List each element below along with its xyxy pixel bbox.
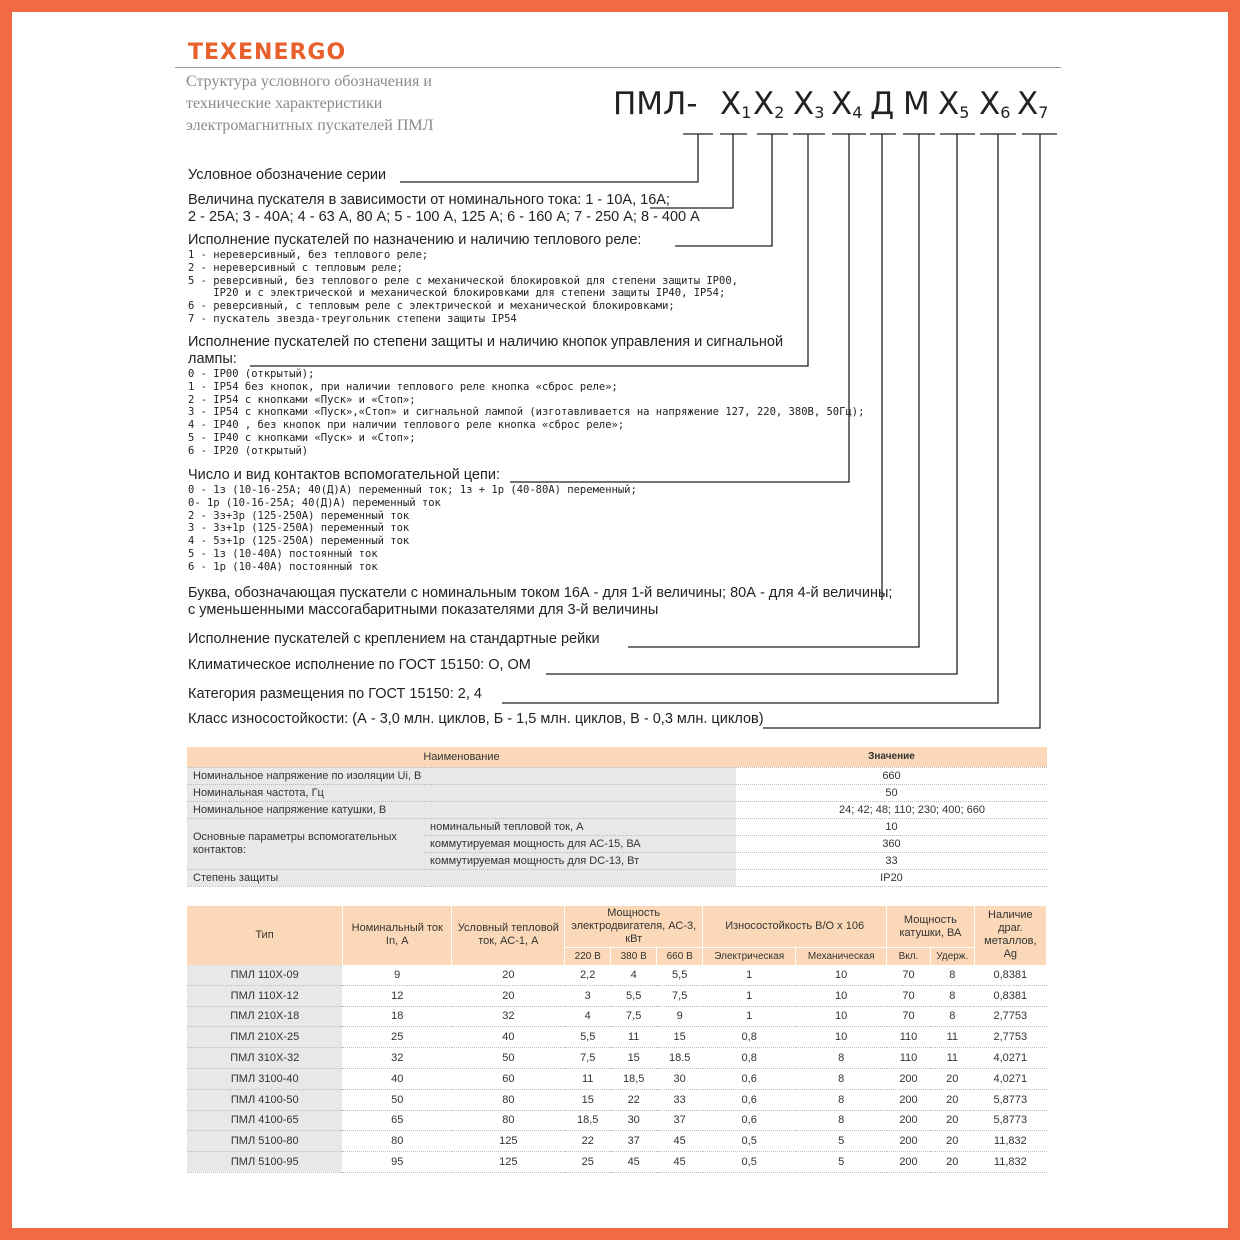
param-sub-name: коммутируемая мощность для АС-15, ВА bbox=[424, 835, 736, 852]
value-cell: 110 bbox=[887, 1027, 931, 1048]
value-cell: 11 bbox=[930, 1027, 974, 1048]
value-cell: 11 bbox=[565, 1068, 611, 1089]
legend-protection bbox=[188, 334, 864, 458]
legend-heading: Величина пускателя в зависимости от номинального тока: 1 - 10А, 16А; bbox=[188, 192, 670, 208]
table-row bbox=[187, 1131, 1047, 1152]
types-table bbox=[187, 906, 1047, 1173]
value-cell: 11 bbox=[611, 1027, 657, 1048]
legend-size bbox=[188, 192, 700, 226]
value-cell: 125 bbox=[452, 1131, 565, 1152]
value-cell: 45 bbox=[657, 1131, 703, 1152]
legend-heading: лампы: bbox=[188, 351, 237, 367]
value-cell: 40 bbox=[452, 1027, 565, 1048]
param-value: 10 bbox=[736, 818, 1047, 835]
value-cell: 8 bbox=[930, 985, 974, 1006]
param-value: 660 bbox=[736, 767, 1047, 784]
legend-item: 6 - IP20 (открытый) bbox=[188, 444, 309, 457]
types-table-body bbox=[187, 965, 1047, 1173]
code-part-x4: $X_4$ bbox=[831, 86, 863, 122]
value-cell: 30 bbox=[657, 1068, 703, 1089]
value-cell: 95 bbox=[342, 1152, 451, 1173]
table-row bbox=[187, 965, 1047, 986]
value-cell: 8 bbox=[930, 1006, 974, 1027]
value-cell: 10 bbox=[796, 1027, 887, 1048]
value-cell: 20 bbox=[930, 1131, 974, 1152]
legend-item: 5 - IP40 с кнопками «Пуск» и «Стоп»; bbox=[188, 431, 416, 444]
param-name: Основные параметры вспомогательных контактов: bbox=[187, 818, 424, 869]
value-cell: 4,0271 bbox=[974, 1048, 1046, 1069]
value-cell: 12 bbox=[342, 985, 451, 1006]
table-row bbox=[187, 767, 1047, 784]
column-header-electrical: Электрическая bbox=[703, 948, 796, 965]
value-cell: 10 bbox=[796, 985, 887, 1006]
value-cell: 3 bbox=[565, 985, 611, 1006]
value-cell: 8 bbox=[930, 965, 974, 986]
value-cell: 45 bbox=[611, 1152, 657, 1173]
legend-climate bbox=[188, 657, 531, 674]
legend-heading: Условное обозначение серии bbox=[188, 167, 387, 183]
leader-purpose bbox=[675, 134, 772, 246]
value-cell: 8 bbox=[796, 1068, 887, 1089]
value-cell: 15 bbox=[565, 1089, 611, 1110]
value-cell: 2,7753 bbox=[974, 1006, 1046, 1027]
value-cell: 200 bbox=[887, 1110, 931, 1131]
value-cell: 0,6 bbox=[703, 1089, 796, 1110]
table-row bbox=[187, 1152, 1047, 1173]
title-line: технические характеристики bbox=[186, 95, 383, 112]
value-cell: 0,5 bbox=[703, 1131, 796, 1152]
legend-item: 7 - пускатель звезда-треугольник степени защиты IP54 bbox=[188, 312, 517, 325]
legend-item: 2 - нереверсивный с тепловым реле; bbox=[188, 261, 403, 274]
legend-heading: Буква, обозначающая пускатели с номинальным током 16А - для 1-й величины; 80А - для 4-й величины; bbox=[188, 585, 893, 601]
legend-heading: Климатическое исполнение по ГОСТ 15150: О, ОМ bbox=[188, 657, 531, 673]
value-cell: 20 bbox=[930, 1068, 974, 1089]
value-cell: 40 bbox=[342, 1068, 451, 1089]
value-cell: 5 bbox=[796, 1152, 887, 1173]
value-cell: 125 bbox=[452, 1152, 565, 1173]
legend-heading: Исполнение пускателей по назначению и наличию теплового реле: bbox=[188, 232, 642, 248]
legend-heading: Число и вид контактов вспомогательной цепи: bbox=[188, 467, 500, 483]
value-cell: 20 bbox=[930, 1089, 974, 1110]
legend-item: 2 - IP54 с кнопками «Пуск» и «Стоп»; bbox=[188, 393, 416, 406]
legend-item: 3 - 3з+1р (125-250А) переменный ток bbox=[188, 522, 410, 535]
value-cell: 22 bbox=[611, 1089, 657, 1110]
value-cell: 7,5 bbox=[611, 1006, 657, 1027]
value-cell: 80 bbox=[342, 1131, 451, 1152]
value-cell: 2,2 bbox=[565, 965, 611, 986]
legend-purpose bbox=[188, 232, 738, 326]
legend-item: 0 - 1з (10-16-25А; 40(Д)А) переменный ток; 1з + 1р (40-80А) переменный; bbox=[188, 484, 637, 496]
leader-series bbox=[400, 134, 698, 182]
value-cell: 0,8 bbox=[703, 1027, 796, 1048]
type-cell: ПМЛ 5100-80 bbox=[187, 1131, 342, 1152]
value-cell: 8 bbox=[796, 1048, 887, 1069]
value-cell: 70 bbox=[887, 965, 931, 986]
table-row bbox=[187, 801, 1047, 818]
value-cell: 20 bbox=[930, 1152, 974, 1173]
value-cell: 50 bbox=[342, 1089, 451, 1110]
legend-heading: Исполнение пускателей с креплением на стандартные рейки bbox=[188, 631, 600, 647]
value-cell: 30 bbox=[611, 1110, 657, 1131]
type-cell: ПМЛ 110Х-09 bbox=[187, 965, 342, 986]
value-cell: 33 bbox=[657, 1089, 703, 1110]
value-cell: 200 bbox=[887, 1152, 931, 1173]
value-cell: 20 bbox=[452, 965, 565, 986]
param-value: 24; 42; 48; 110; 230; 400; 660 bbox=[736, 801, 1047, 818]
type-cell: ПМЛ 4100-50 bbox=[187, 1089, 342, 1110]
legend-heading: 2 - 25А; 3 - 40А; 4 - 63 А, 80 А; 5 - 100 А, 125 А; 6 - 160 А; 7 - 250 А; 8 - 400 А bbox=[188, 209, 700, 225]
legend-item: 2 - 3з+3р (125-250А) переменный ток bbox=[188, 509, 410, 522]
value-cell: 110 bbox=[887, 1048, 931, 1069]
legend-heading: Класс износостойкости: (А - 3,0 млн. циклов, Б - 1,5 млн. циклов, В - 0,3 млн. циклов) bbox=[188, 711, 764, 727]
param-name: Номинальное напряжение по изоляции Ui, В bbox=[187, 767, 736, 784]
legend-letter-d bbox=[188, 585, 892, 619]
column-header-coil: Мощность катушки, ВА bbox=[887, 906, 975, 948]
value-cell: 25 bbox=[565, 1152, 611, 1173]
value-cell: 37 bbox=[611, 1131, 657, 1152]
param-value: 33 bbox=[736, 852, 1047, 869]
value-cell: 37 bbox=[657, 1110, 703, 1131]
table-header-row bbox=[187, 906, 1047, 948]
legend-item: 1 - IP54 без кнопок, при наличии теплового реле кнопка «сброс реле»; bbox=[188, 380, 618, 393]
brand-logo: TEXENERGO bbox=[188, 40, 347, 65]
value-cell: 1 bbox=[703, 965, 796, 986]
value-cell: 32 bbox=[452, 1006, 565, 1027]
value-cell: 20 bbox=[452, 985, 565, 1006]
type-cell: ПМЛ 310Х-32 bbox=[187, 1048, 342, 1069]
code-part-x2: $X_2$ bbox=[753, 86, 785, 122]
code-part-d: Д bbox=[870, 86, 895, 122]
value-cell: 5 bbox=[796, 1131, 887, 1152]
table-header-row bbox=[187, 747, 1047, 767]
value-cell: 1 bbox=[703, 985, 796, 1006]
value-cell: 5,5 bbox=[657, 965, 703, 986]
value-cell: 0,5 bbox=[703, 1152, 796, 1173]
value-cell: 0,6 bbox=[703, 1110, 796, 1131]
value-cell: 22 bbox=[565, 1131, 611, 1152]
value-cell: 2,7753 bbox=[974, 1027, 1046, 1048]
code-prefix: ПМЛ- bbox=[613, 86, 698, 122]
value-cell: 0,8 bbox=[703, 1048, 796, 1069]
type-cell: ПМЛ 210Х-25 bbox=[187, 1027, 342, 1048]
legend-item: 4 - IP40 , без кнопок при наличии теплового реле кнопка «сброс реле»; bbox=[188, 419, 625, 432]
legend-series bbox=[188, 167, 386, 184]
legend-heading: с уменьшенными массогабаритными показателями для 3-й величины bbox=[188, 602, 659, 618]
value-cell: 70 bbox=[887, 985, 931, 1006]
value-cell: 0,8381 bbox=[974, 965, 1046, 986]
param-value: 360 bbox=[736, 835, 1047, 852]
value-cell: 7,5 bbox=[565, 1048, 611, 1069]
parameters-table bbox=[187, 747, 1047, 887]
legend-item: 1 - нереверсивный, без теплового реле; bbox=[188, 249, 429, 261]
type-cell: ПМЛ 110Х-12 bbox=[187, 985, 342, 1006]
value-cell: 65 bbox=[342, 1110, 451, 1131]
legend-item: 0 - IP00 (открытый); bbox=[188, 368, 315, 380]
value-cell: 60 bbox=[452, 1068, 565, 1089]
column-header-power: Мощность электродвигателя, АС-3, кВт bbox=[565, 906, 703, 948]
table-row bbox=[187, 1110, 1047, 1131]
value-cell: 4 bbox=[611, 965, 657, 986]
legend-heading: Категория размещения по ГОСТ 15150: 2, 4 bbox=[188, 686, 482, 702]
param-name: Номинальная частота, Гц bbox=[187, 784, 736, 801]
value-cell: 9 bbox=[342, 965, 451, 986]
param-sub-name: коммутируемая мощность для DC-13, Вт bbox=[424, 852, 736, 869]
value-cell: 5,5 bbox=[611, 985, 657, 1006]
column-header-660v: 660 В bbox=[657, 948, 703, 965]
value-cell: 200 bbox=[887, 1068, 931, 1089]
value-cell: 18 bbox=[342, 1006, 451, 1027]
value-cell: 200 bbox=[887, 1089, 931, 1110]
type-cell: ПМЛ 210Х-18 bbox=[187, 1006, 342, 1027]
table-row bbox=[187, 985, 1047, 1006]
legend-item: 6 - 1р (10-40А) постоянный ток bbox=[188, 560, 378, 573]
value-cell: 70 bbox=[887, 1006, 931, 1027]
code-part-x6: $X_6$ bbox=[979, 86, 1011, 122]
legend-wear bbox=[188, 711, 764, 728]
table-row bbox=[187, 1089, 1047, 1110]
value-cell: 18.5 bbox=[657, 1048, 703, 1069]
table-row bbox=[187, 1068, 1047, 1089]
param-value: IP20 bbox=[736, 869, 1047, 886]
code-part-x5: $X_5$ bbox=[938, 86, 970, 122]
legend-item: IP20 и с электрической и механической блокировками для степени защиты IP40, IP54; bbox=[188, 287, 726, 300]
value-cell: 11,832 bbox=[974, 1152, 1046, 1173]
column-header-wear: Износостойкость В/О х 106 bbox=[703, 906, 887, 948]
value-cell: 18,5 bbox=[565, 1110, 611, 1131]
legend-item: 3 - IP54 с кнопками «Пуск»,«Стоп» и сигнальной лампой (изготавливается на напряжение 127, 220, 380В, 50Гц); bbox=[188, 406, 865, 419]
value-cell: 5,8773 bbox=[974, 1089, 1046, 1110]
param-name: Номинальное напряжение катушки, В bbox=[187, 801, 736, 818]
column-header-value: Значение bbox=[736, 747, 1047, 767]
value-cell: 0,6 bbox=[703, 1068, 796, 1089]
column-header-name: Наименование bbox=[187, 747, 736, 767]
value-cell: 8 bbox=[796, 1089, 887, 1110]
column-header-current: Номинальный ток In, А bbox=[342, 906, 451, 965]
value-cell: 80 bbox=[452, 1089, 565, 1110]
legend-item: 0- 1р (10-16-25А; 40(Д)А) переменный ток bbox=[188, 496, 441, 509]
title-line: Структура условного обозначения и bbox=[186, 73, 432, 90]
value-cell: 15 bbox=[657, 1027, 703, 1048]
value-cell: 11 bbox=[930, 1048, 974, 1069]
column-header-type: Тип bbox=[187, 906, 342, 965]
type-cell: ПМЛ 4100-65 bbox=[187, 1110, 342, 1131]
table-row bbox=[187, 784, 1047, 801]
value-cell: 18,5 bbox=[611, 1068, 657, 1089]
param-value: 50 bbox=[736, 784, 1047, 801]
value-cell: 5,5 bbox=[565, 1027, 611, 1048]
table-row bbox=[187, 1006, 1047, 1027]
legend-item: 5 - 1з (10-40А) постоянный ток bbox=[188, 547, 378, 560]
value-cell: 7,5 bbox=[657, 985, 703, 1006]
title-line: электромагнитных пускателей ПМЛ bbox=[186, 117, 434, 134]
value-cell: 80 bbox=[452, 1110, 565, 1131]
legend-item: 6 - реверсивный, с тепловым реле с электрической и механической блокировками; bbox=[188, 300, 675, 313]
table-row bbox=[187, 869, 1047, 886]
value-cell: 50 bbox=[452, 1048, 565, 1069]
legend-rail bbox=[188, 631, 600, 648]
value-cell: 200 bbox=[887, 1131, 931, 1152]
code-part-x1: $X_1$ bbox=[720, 86, 752, 122]
column-header-220v: 220 В bbox=[565, 948, 611, 965]
value-cell: 20 bbox=[930, 1110, 974, 1131]
legend-item: 4 - 5з+1р (125-250А) переменный ток bbox=[188, 535, 410, 548]
value-cell: 45 bbox=[657, 1152, 703, 1173]
legend-heading: Исполнение пускателей по степени защиты и наличию кнопок управления и сигнальной bbox=[188, 334, 784, 350]
table-row bbox=[187, 818, 1047, 835]
code-part-x7: $X_7$ bbox=[1017, 86, 1049, 122]
column-header-mechanical: Механическая bbox=[796, 948, 887, 965]
param-name: Степень защиты bbox=[187, 869, 736, 886]
table-row bbox=[187, 1027, 1047, 1048]
value-cell: 4,0271 bbox=[974, 1068, 1046, 1089]
column-header-hold: Удерж. bbox=[930, 948, 974, 965]
value-cell: 8 bbox=[796, 1110, 887, 1131]
type-cell: ПМЛ 5100-95 bbox=[187, 1152, 342, 1173]
column-header-thermal: Условный тепловой ток, АС-1, А bbox=[452, 906, 565, 965]
value-cell: 25 bbox=[342, 1027, 451, 1048]
value-cell: 4 bbox=[565, 1006, 611, 1027]
column-header-380v: 380 В bbox=[611, 948, 657, 965]
legend-item: 5 - реверсивный, без теплового реле с механической блокировкой для степени защиты IP00, bbox=[188, 274, 738, 287]
legend-contacts bbox=[188, 467, 637, 574]
column-header-metals: Наличие драг. металлов, Ag bbox=[974, 906, 1046, 965]
value-cell: 10 bbox=[796, 1006, 887, 1027]
value-cell: 1 bbox=[703, 1006, 796, 1027]
value-cell: 5,8773 bbox=[974, 1110, 1046, 1131]
value-cell: 15 bbox=[611, 1048, 657, 1069]
param-sub-name: номинальный тепловой ток, А bbox=[424, 818, 736, 835]
value-cell: 9 bbox=[657, 1006, 703, 1027]
value-cell: 11,832 bbox=[974, 1131, 1046, 1152]
table-row bbox=[187, 1048, 1047, 1069]
value-cell: 10 bbox=[796, 965, 887, 986]
type-cell: ПМЛ 3100-40 bbox=[187, 1068, 342, 1089]
code-part-m: М bbox=[903, 86, 930, 122]
code-part-x3: $X_3$ bbox=[793, 86, 825, 122]
value-cell: 32 bbox=[342, 1048, 451, 1069]
column-header-on: Вкл. bbox=[887, 948, 931, 965]
legend-placement bbox=[188, 686, 482, 703]
value-cell: 0,8381 bbox=[974, 985, 1046, 1006]
